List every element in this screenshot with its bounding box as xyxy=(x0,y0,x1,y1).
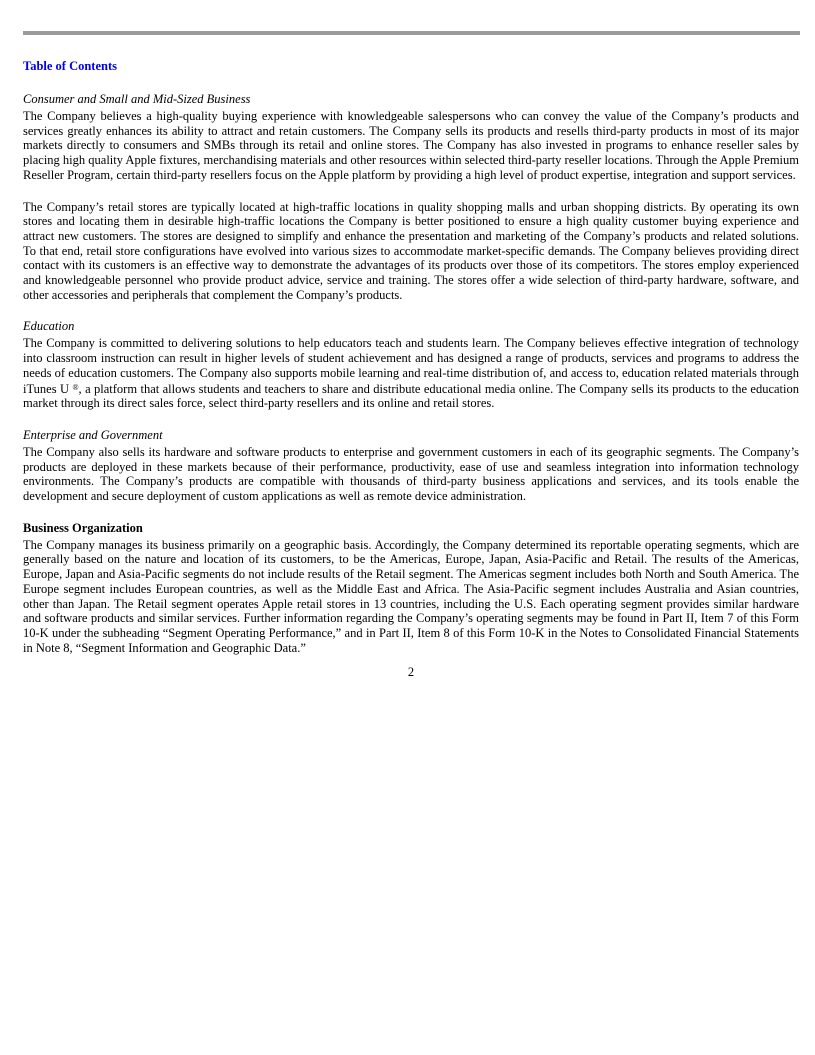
education-text-part-2: , a platform that allows students and teachers to share and distribute educational media online. The Company sells its products to the education market through its direct sales force, select third-party resellers and its online and retail stores. xyxy=(23,381,800,411)
top-divider xyxy=(23,31,800,35)
consumer-heading: Consumer and Small and Mid-Sized Business xyxy=(23,92,251,106)
enterprise-paragraph: The Company also sells its hardware and software products to enterprise and government customers in each of its geographic segments. The Company’s products are deployed in these markets because of their performance, productivity, ease of use and seamless integration into information technology environments. The Company’s products are compatible with thousands of third-party business applications and services, and its tools enable the development and secure deployment of custom applications as well as remote device administration. xyxy=(23,444,799,504)
registered-mark: ® xyxy=(72,382,79,392)
consumer-paragraph-2: The Company’s retail stores are typically located at high-traffic locations in quality shopping malls and urban shopping districts. By operating its own stores and locating them in desirable high-traffic locations the Company is better positioned to ensure a high quality customer buying experience and attract new customers. The stores are designed to simplify and enhance the presentation and marketing of the Company’s products and related solutions. To that end, retail store configurations have evolved into various sizes to accommodate market-specific demands. The Company believes providing direct contact with its customers is an effective way to demonstrate the advantages of its products over those of its competitors. The stores employ experienced and knowledgeable personnel who provide product advice, service and training. The stores offer a wide selection of third-party hardware, software, and other accessories and peripherals that complement the Company’s products. xyxy=(23,199,799,302)
education-text-part-1: The Company is committed to delivering solutions to help educators teach and students learn. The Company believes effective integration of technology into classroom instruction can result in higher levels of student achievement and has designed a range of products, services and programs to address the needs of education customers. The Company also supports mobile learning and real-time distribution of, and access to, education related materials through iTunes U xyxy=(23,336,799,396)
consumer-paragraph-1: The Company believes a high-quality buying experience with knowledgeable salespersons who can convey the value of the Company’s products and services greatly enhances its ability to attract and retain customers. The Company sells its products and resells third-party products in most of its major markets directly to consumers and SMBs through its retail and online stores. The Company has also invested in programs to enhance reseller sales by placing high quality Apple fixtures, merchandising materials and other resources within selected third-party reseller locations. Through the Apple Premium Reseller Program, certain third-party resellers focus on the Apple platform by providing a high level of product expertise, integration and support services. xyxy=(23,109,799,182)
document-body xyxy=(23,58,799,680)
education-paragraph xyxy=(23,336,799,411)
page-number: 2 xyxy=(407,665,415,680)
business-organization-paragraph: The Company manages its business primarily on a geographic basis. Accordingly, the Company determined its reportable operating segments, which are generally based on the nature and location of its customers, to be the Americas, Europe, Japan, Asia-Pacific and Retail. The results of the Americas, Europe, Japan and Asia-Pacific segments do not include results of the Retail segment. The Americas segment includes both North and South America. The Europe segment includes European countries, as well as the Middle East and Africa. The Asia-Pacific segment includes Australia and Asian countries, other than Japan. The Retail segment operates Apple retail stores in 13 countries, including the U.S. Each operating segment provides similar hardware and software products and similar services. Further information regarding the Company’s operating segments may be found in Part II, Item 7 of this Form 10-K under the subheading “Segment Operating Performance,” and in Part II, Item 8 of this Form 10-K in the Notes to Consolidated Financial Statements in Note 8, “Segment Information and Geographic Data.” xyxy=(23,537,799,655)
business-organization-heading: Business Organization xyxy=(23,520,143,535)
enterprise-heading: Enterprise and Government xyxy=(23,427,163,442)
table-of-contents-link[interactable]: Table of Contents xyxy=(23,59,117,73)
education-heading: Education xyxy=(23,319,75,334)
